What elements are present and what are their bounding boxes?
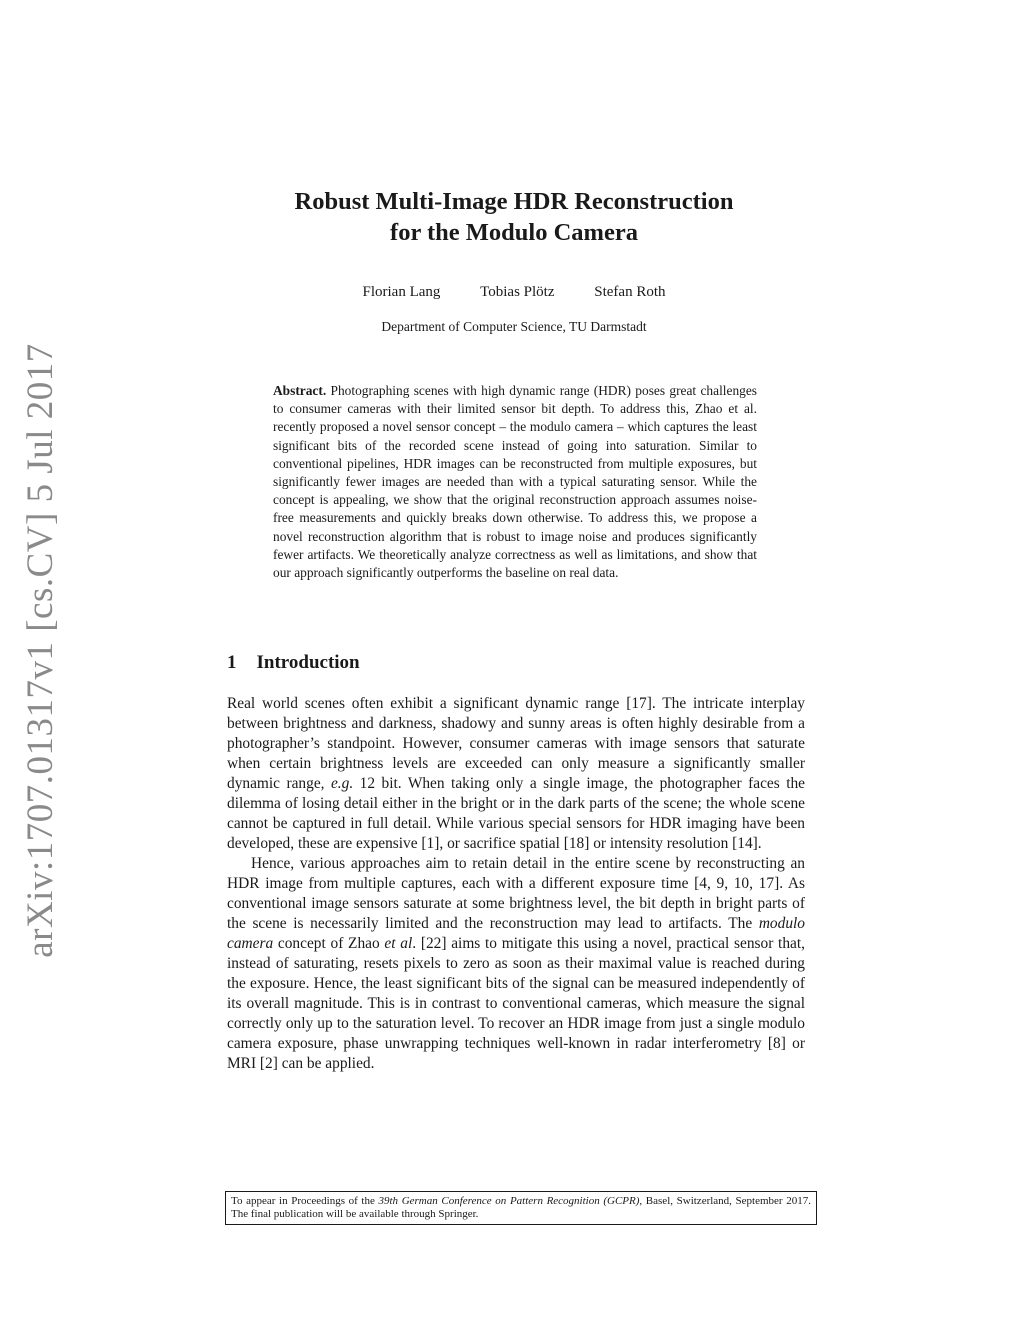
author-3: Stefan Roth xyxy=(594,284,666,300)
arxiv-identifier xyxy=(2,342,78,958)
footnote-venue: 39th German Conference on Pattern Recognition (GCPR) xyxy=(378,1195,640,1207)
abstract-text: Photographing scenes with high dynamic range (HDR) poses great challenges to consumer cameras with their limited sensor bit depth. To address this, Zhao et al. recently proposed a novel sensor concept – the modulo camera – which captures the least significant bits of the recorded scene instead of going into saturation. Similar to conventional pipelines, HDR images can be reconstructed from multiple exposures, but significantly fewer images are needed than with a typical saturating sensor. While the concept is appealing, we show that the original reconstruction approach assumes noise-free measurements and quickly breaks down otherwise. To address this, we propose a novel reconstruction algorithm that is robust to image noise and produces significantly fewer artifacts. We theoretically analyze correctness as well as limitations, and show that our approach significantly outperforms the baseline on real data. xyxy=(273,383,757,581)
paragraph-2-et-al: et al xyxy=(384,935,413,952)
author-1: Florian Lang xyxy=(362,284,441,300)
author-2: Tobias Plötz xyxy=(480,284,555,300)
paragraph-1-eg: e.g. xyxy=(330,775,354,792)
author-list xyxy=(220,284,808,301)
paragraph-2-text-b: concept of Zhao xyxy=(273,935,385,952)
affiliation: Department of Computer Science, TU Darmstadt xyxy=(381,319,647,334)
body-text xyxy=(227,694,805,1074)
abstract xyxy=(273,382,757,582)
section-heading xyxy=(227,652,360,674)
arxiv-identifier-text: arXiv:1707.01317v1 [cs.CV] 5 Jul 2017 xyxy=(19,342,61,958)
paragraph-1-text-a: Real world scenes often exhibit a significant dynamic range [17]. The intricate interplay between brightness and darkness, shadowy and sunny areas is often highly desirable from a photographer’s standpoint. However, consumer cameras with image sensors that saturate when certain brightness levels are exceeded can only measure a significantly smaller dynamic range, xyxy=(227,695,805,792)
paper-title xyxy=(220,186,808,248)
paragraph-2-text-a: Hence, various approaches aim to retain detail in the entire scene by reconstructing an HDR image from multiple captures, each with a different exposure time [4, 9, 10, 17]. As conventional image sensors saturate at some brightness level, the bit depth in bright parts of the scene is necessarily limited and the reconstruction may lead to artifacts. The xyxy=(227,855,805,932)
paragraph-2 xyxy=(227,854,805,1074)
footnote-text-b: , Basel, Switzerland, September 2017. The final publication will be available through Springer. xyxy=(231,1195,811,1220)
paragraph-1-text-b: 12 bit. When taking only a single image, the photographer faces the dilemma of losing detail either in the bright or in the dark parts of the scene; the whole scene cannot be captured in full detail. While various special sensors for HDR imaging have been developed, these are expensive [1], or sacrifice spatial [18] or intensity resolution [14]. xyxy=(227,775,805,852)
publication-footnote xyxy=(225,1191,817,1225)
paper-title-line-2: for the Modulo Camera xyxy=(390,219,638,246)
paragraph-1 xyxy=(227,694,805,854)
section-number: 1 xyxy=(227,652,237,673)
section-title: Introduction xyxy=(256,652,360,673)
paper-title-line-1: Robust Multi-Image HDR Reconstruction xyxy=(294,188,734,215)
footnote-text-a: To appear in Proceedings of the xyxy=(231,1195,379,1207)
paragraph-2-modulo-camera: modulo camera xyxy=(227,915,805,952)
paragraph-2-text-c: . [22] aims to mitigate this using a novel, practical sensor that, instead of saturating, resets pixels to zero as soon as their maximal value is reached during the exposure. Hence, the least significant bits of the signal can be measured independently of its overall magnitude. This is in contrast to conventional cameras, which measure the signal correctly only up to the saturation level. To recover an HDR image from just a single modulo camera exposure, phase unwrapping techniques well-known in radar interferometry [8] or MRI [2] can be applied. xyxy=(227,935,805,1072)
abstract-label: Abstract. xyxy=(273,383,327,398)
